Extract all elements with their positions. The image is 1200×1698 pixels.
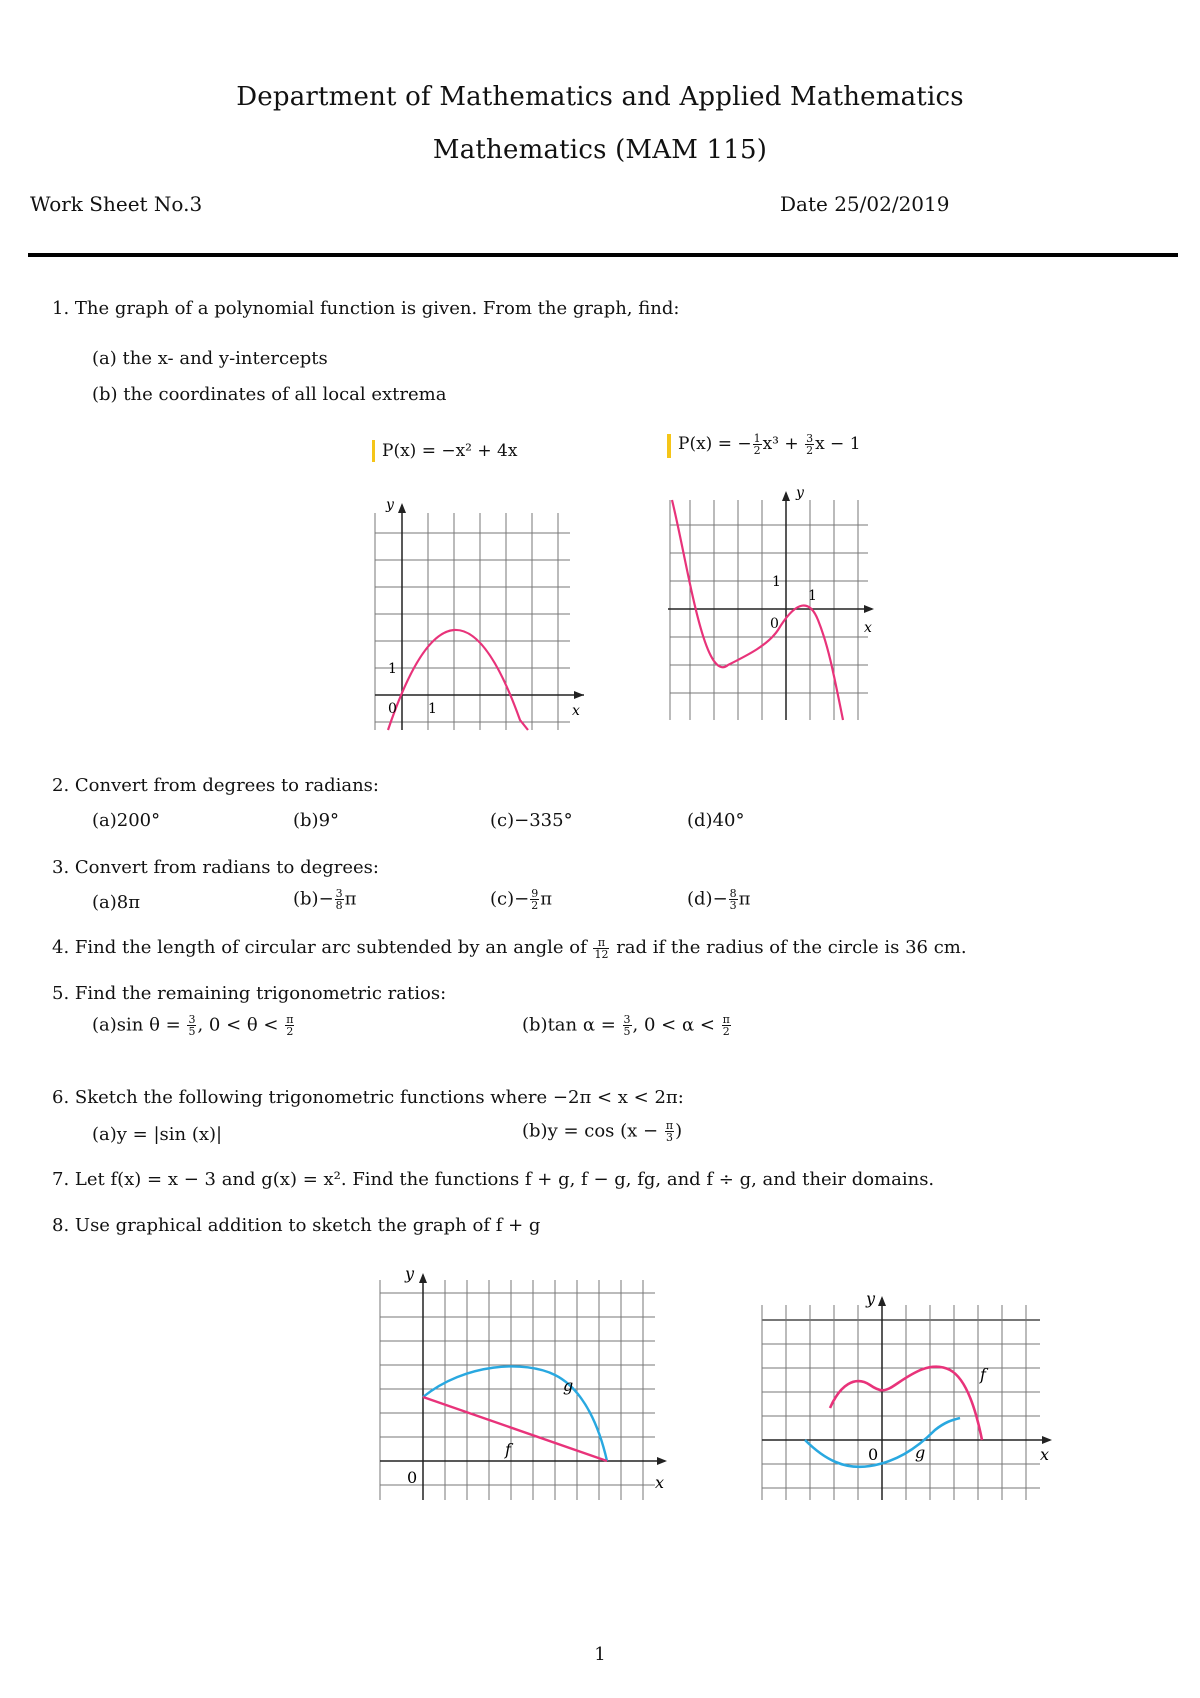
graph2-x-tick-label: 1 xyxy=(808,588,817,604)
graph2-y-label: y xyxy=(796,485,804,501)
graph4-g-label: g xyxy=(915,1443,926,1462)
graph1-x-tick-label: 1 xyxy=(428,701,437,717)
graph1-y-label: y xyxy=(386,497,394,513)
question-7: 7. Let f(x) = x − 3 and g(x) = x². Find the functions f + g, f − g, fg, and f ÷ g, and their domains. xyxy=(52,1169,935,1190)
graph1-parabola xyxy=(370,495,590,735)
question-6a: (a)y = |sin (x)| xyxy=(92,1124,223,1145)
question-5b: (b)tan α = $\frac{3}{5}$ , 0 < α < $\frac{\pi}{2}$ xyxy=(522,1013,730,1038)
question-2c: (c)−335° xyxy=(490,810,573,831)
graph1-x-label: x xyxy=(572,703,580,719)
graph2-origin-label: 0 xyxy=(770,616,779,632)
page-number: 1 xyxy=(594,1644,606,1665)
graph1-origin-label: 0 xyxy=(388,701,397,717)
question-6b: (b)y = cos (x − $\frac{\pi}{3}$ ) xyxy=(522,1119,683,1144)
question-3d: (d)− $\frac{8}{3}$ π xyxy=(687,887,751,912)
department-title: Department of Mathematics and Applied Mathematics xyxy=(236,82,964,112)
graph3-addition xyxy=(375,1265,675,1505)
graph4-x-label: x xyxy=(1040,1445,1050,1464)
worksheet-date: Date 25/02/2019 xyxy=(780,192,950,216)
question-2: 2. Convert from degrees to radians: xyxy=(52,775,379,796)
question-2a: (a)200° xyxy=(92,810,161,831)
question-2d: (d)40° xyxy=(687,810,745,831)
question-1: 1. The graph of a polynomial function is given. From the graph, find: xyxy=(52,298,680,319)
highlight-marker xyxy=(667,434,671,458)
graph3-origin-label: 0 xyxy=(407,1468,418,1487)
graph3-f-label: f xyxy=(505,1440,511,1459)
question-1b: (b) the coordinates of all local extrema xyxy=(92,384,447,405)
graph4-f-label: f xyxy=(980,1365,986,1384)
graph3-y-label: y xyxy=(405,1265,415,1283)
graph4-addition xyxy=(760,1290,1060,1510)
question-5: 5. Find the remaining trigonometric ratios: xyxy=(52,983,447,1004)
graph3-x-label: x xyxy=(655,1473,665,1492)
header-rule xyxy=(28,253,1178,257)
question-8: 8. Use graphical addition to sketch the graph of f + g xyxy=(52,1215,541,1236)
graph2-cubic xyxy=(668,485,878,725)
question-2b: (b)9° xyxy=(293,810,340,831)
question-1a: (a) the x- and y-intercepts xyxy=(92,348,328,369)
graph2-x-label: x xyxy=(864,620,872,636)
highlight-marker xyxy=(372,440,375,462)
question-3c: (c)− $\frac{9}{2}$ π xyxy=(490,887,553,912)
question-4: 4. Find the length of circular arc subtended by an angle of $\frac{\pi}{12}$ rad if the radius of the circle is 36 cm. xyxy=(52,935,967,961)
graph2-y-tick-label: 1 xyxy=(772,574,781,590)
graph3-g-label: g xyxy=(563,1376,574,1395)
course-title: Mathematics (MAM 115) xyxy=(432,135,768,165)
worksheet-number: Work Sheet No.3 xyxy=(30,192,203,216)
graph4-origin-label: 0 xyxy=(868,1445,879,1464)
graph4-y-label: y xyxy=(866,1290,876,1308)
question-6: 6. Sketch the following trigonometric functions where −2π < x < 2π: xyxy=(52,1087,684,1108)
graph1-y-tick-label: 1 xyxy=(388,661,397,677)
graph1-title: P(x) = −x² + 4x xyxy=(382,441,518,461)
question-3b: (b)− $\frac{3}{8}$ π xyxy=(293,887,357,912)
question-3a: (a)8π xyxy=(92,892,141,913)
question-3: 3. Convert from radians to degrees: xyxy=(52,857,379,878)
graph2-title: P(x) = − $\frac{1}{2}$ x³ + $\frac{3}{2}$ x − 1 xyxy=(678,432,861,457)
question-5a: (a)sin θ = $\frac{3}{5}$ , 0 < θ < $\frac{\pi}{2}$ xyxy=(92,1013,294,1038)
